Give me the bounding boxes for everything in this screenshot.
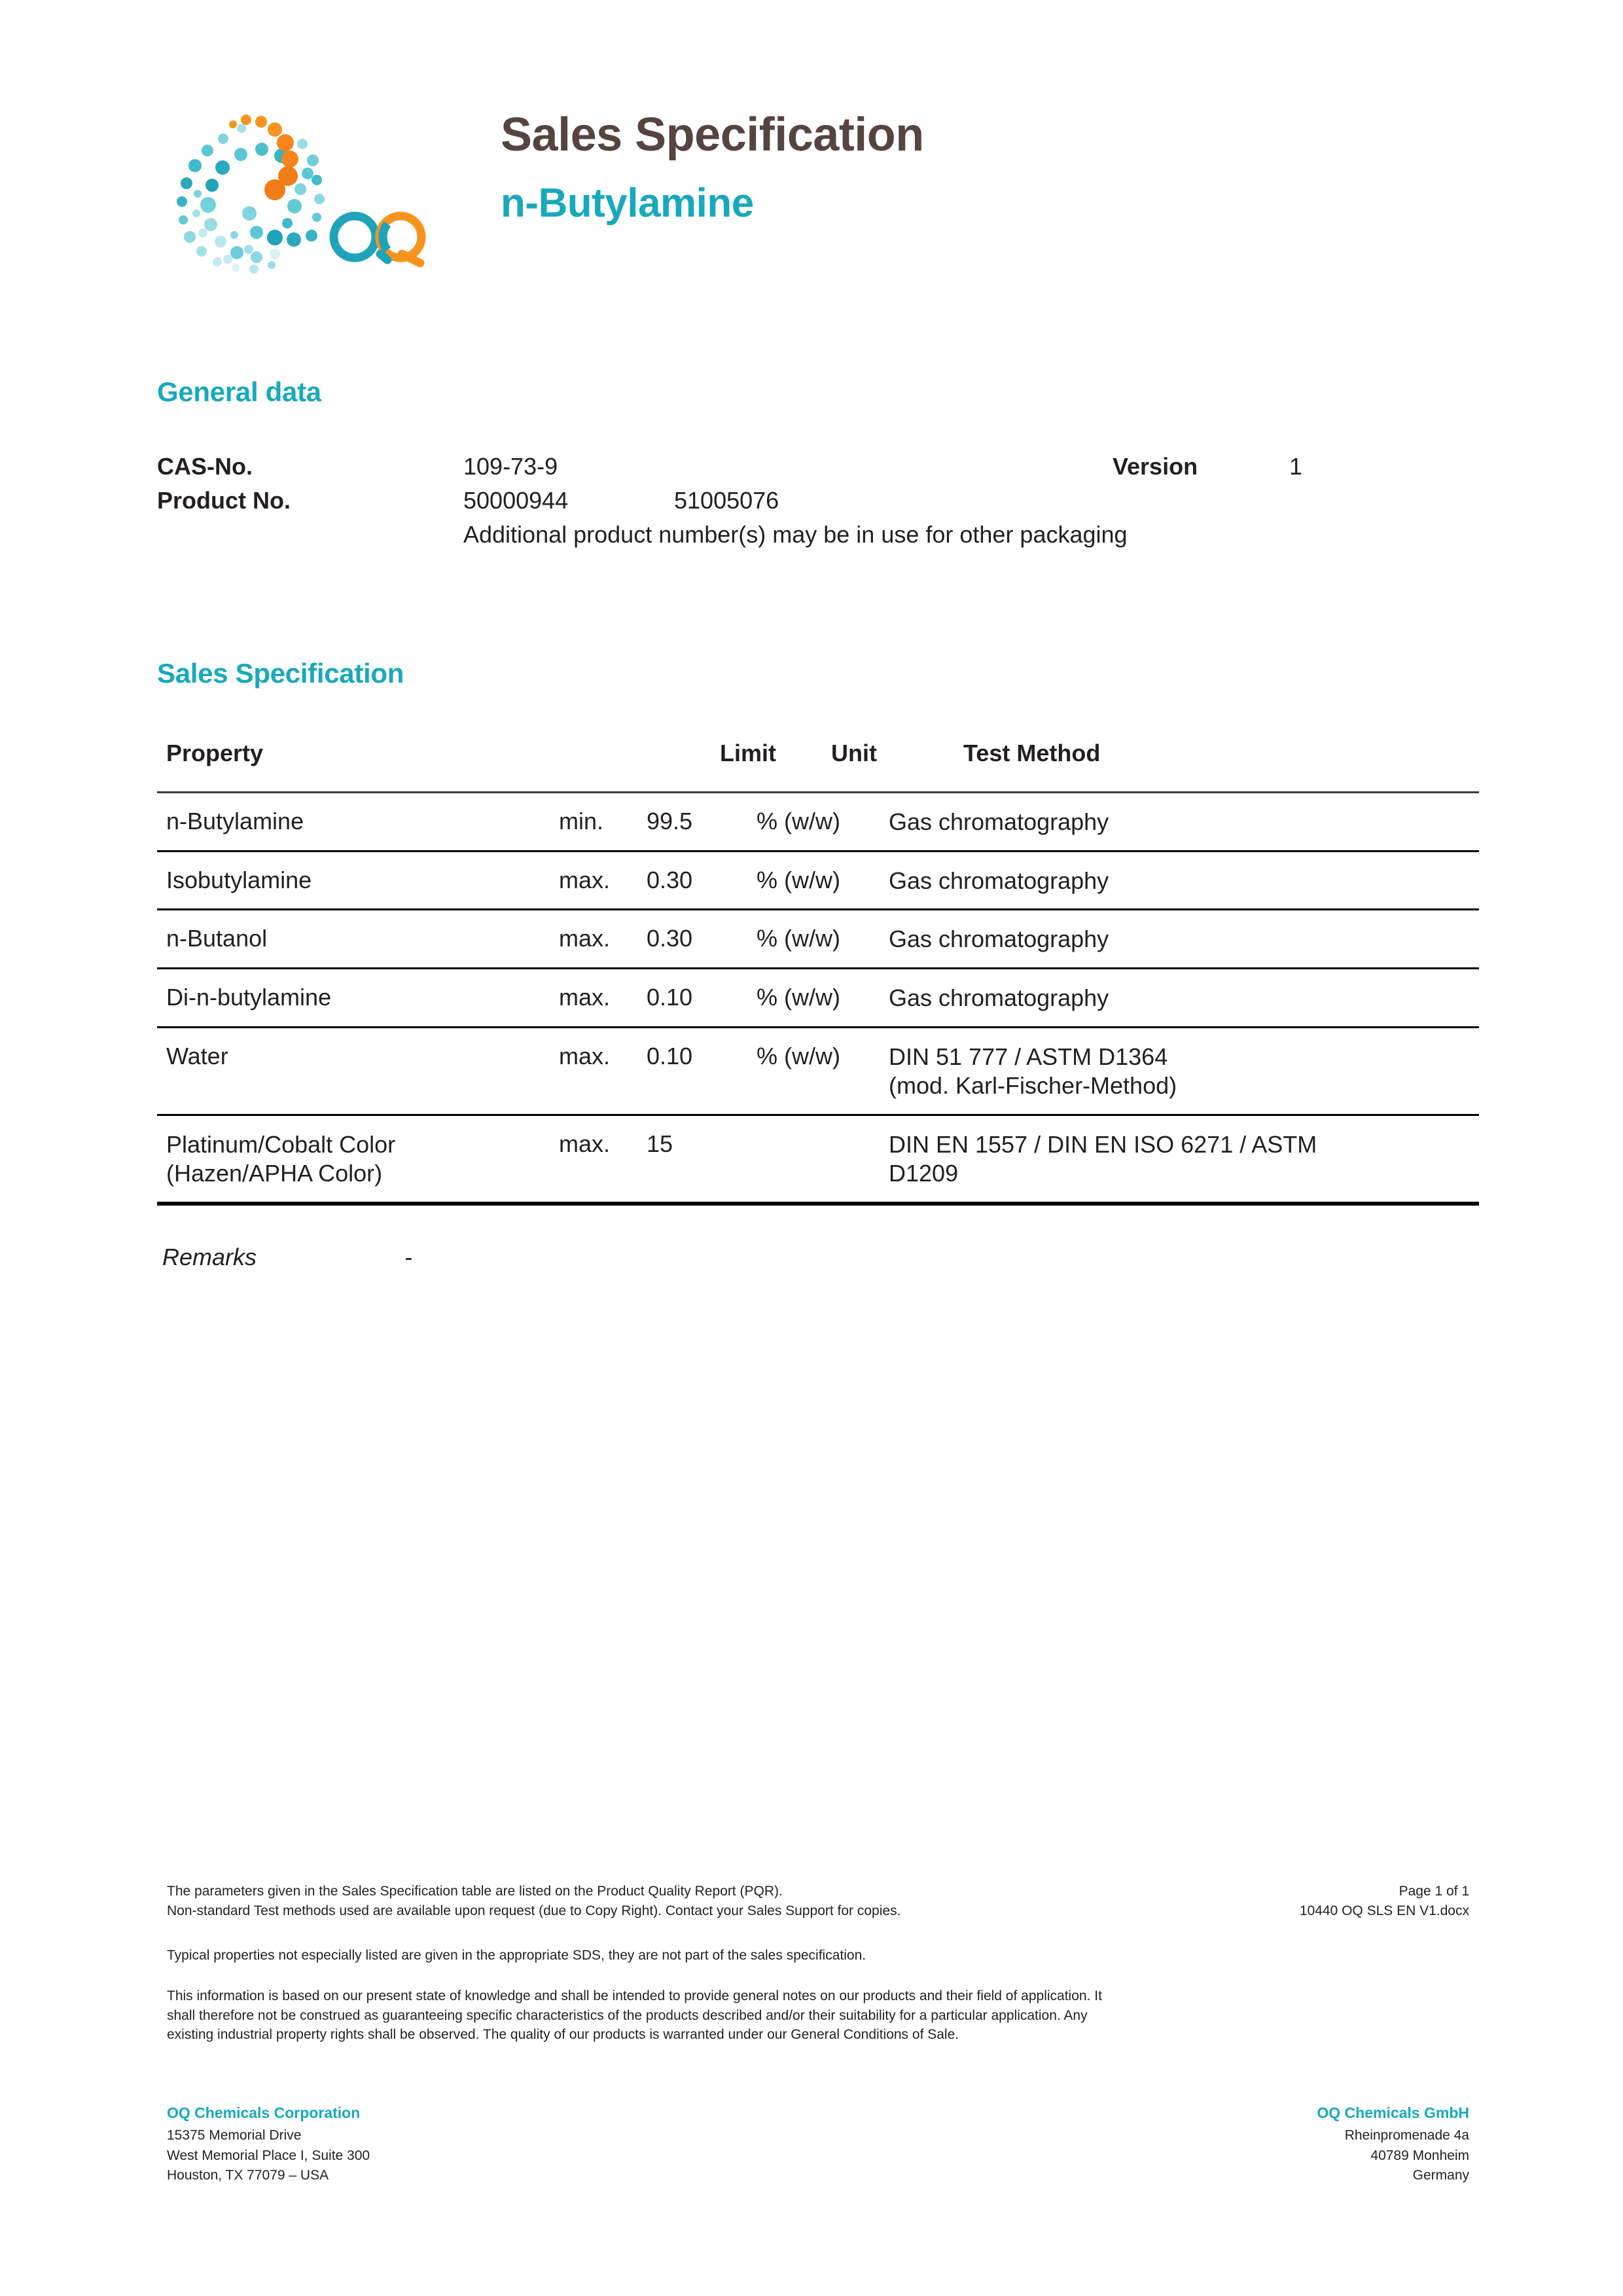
column-header-test-method: Test Method — [963, 740, 1101, 766]
footer-note-line-1: The parameters given in the Sales Specification table are listed on the Product Quality Report (PQR). — [167, 1884, 783, 1899]
cell-limit: 0.30 — [647, 925, 693, 952]
document-header — [157, 98, 1466, 295]
cell-property: n-Butylamine — [166, 808, 304, 834]
document-filename: 10440 OQ SLS EN V1.docx — [1299, 1903, 1469, 1918]
version-value: 1 — [1289, 453, 1303, 480]
remarks-value: - — [404, 1244, 412, 1270]
address-us-line-3: Houston, TX 77079 – USA — [167, 2168, 329, 2183]
address-de-line-3: Germany — [1412, 2168, 1469, 2183]
sales-specification-table — [157, 740, 1479, 1206]
cell-property: Isobutylamine — [166, 866, 312, 893]
oq-logo — [157, 98, 432, 281]
product-no-2: 51005076 — [674, 487, 779, 514]
footer-notes — [167, 1882, 1149, 1921]
remarks-label: Remarks — [162, 1244, 257, 1270]
cell-test-method: DIN EN 1557 / DIN EN ISO 6271 / ASTM D1209 — [889, 1130, 1317, 1187]
title-block — [501, 111, 924, 224]
cell-qualifier: max. — [559, 1130, 611, 1157]
cell-test-method: Gas chromatography — [889, 925, 1109, 953]
cell-limit: 15 — [647, 1130, 673, 1157]
cell-test-method: Gas chromatography — [889, 984, 1109, 1011]
product-no-row — [157, 489, 1466, 523]
column-header-property: Property — [166, 740, 264, 766]
sales-specification-heading: Sales Specification — [157, 658, 404, 689]
general-data-block — [157, 453, 1466, 548]
table-header-row — [157, 740, 1479, 793]
cell-qualifier: min. — [559, 808, 604, 834]
cell-test-method: Gas chromatography — [889, 808, 1109, 835]
address-de-line-2: 40789 Monheim — [1370, 2147, 1469, 2163]
remarks-block — [162, 1244, 412, 1271]
typical-properties-note: Typical properties not especially listed are given in the appropriate SDS, they are not part of the sales specification. — [167, 1948, 866, 1963]
cell-unit: % (w/w) — [757, 866, 840, 893]
cell-limit: 0.10 — [647, 1042, 693, 1069]
table-row — [157, 910, 1479, 969]
address-us-company: OQ Chemicals Corporation — [167, 2104, 361, 2121]
product-no-1: 50000944 — [463, 487, 569, 514]
address-de-company: OQ Chemicals GmbH — [1317, 2104, 1469, 2121]
cas-row — [157, 455, 1466, 489]
document-footer — [167, 1882, 1469, 2045]
cell-unit: % (w/w) — [757, 983, 840, 1011]
cell-qualifier: max. — [559, 983, 611, 1011]
cell-test-method: Gas chromatography — [889, 867, 1109, 894]
table-row — [157, 1116, 1479, 1206]
footer-note-line-2: Non-standard Test methods used are available upon request (due to Copy Right). Contact your Sales Support for copies. — [167, 1903, 901, 1918]
cas-label: CAS-No. — [157, 453, 253, 480]
footer-page-info — [1300, 1882, 1469, 1921]
cell-qualifier: max. — [559, 866, 611, 893]
cell-test-method: DIN 51 777 / ASTM D1364 (mod. Karl-Fischer-Method) — [889, 1043, 1177, 1100]
table-row — [157, 852, 1479, 911]
cell-unit: % (w/w) — [757, 1042, 840, 1069]
page-number: Page 1 of 1 — [1399, 1884, 1469, 1899]
table-row — [157, 1028, 1479, 1116]
cell-property: Platinum/Cobalt Color (Hazen/APHA Color) — [166, 1130, 396, 1187]
product-no-label: Product No. — [157, 487, 291, 514]
address-us-line-1: 15375 Memorial Drive — [167, 2128, 302, 2144]
table-row — [157, 793, 1479, 852]
column-header-limit: Limit — [720, 740, 776, 766]
cell-qualifier: max. — [559, 1042, 611, 1069]
legal-disclaimer: This information is based on our present state of knowledge and shall be intended to provide general notes on our products and their field of application. It shall therefore not be construed as guaranteeing specific characteristics of the products described and/or their suitability for a particular application. Any existing industrial property rights shall be observed. The quality of our products is warranted under our General Conditions of Sale. — [167, 1988, 1102, 2043]
cell-limit: 0.10 — [647, 983, 693, 1011]
address-us-line-2: West Memorial Place I, Suite 300 — [167, 2147, 370, 2163]
product-name: n-Butylamine — [501, 181, 754, 226]
table-row — [157, 969, 1479, 1028]
cell-property: n-Butanol — [166, 925, 268, 952]
column-header-unit: Unit — [831, 740, 877, 766]
general-data-heading: General data — [157, 376, 321, 407]
version-label: Version — [1113, 453, 1198, 480]
cell-unit: % (w/w) — [757, 925, 840, 952]
cell-limit: 0.30 — [647, 866, 693, 893]
cas-value: 109-73-9 — [463, 453, 558, 480]
cell-qualifier: max. — [559, 925, 611, 952]
product-no-note: Additional product number(s) may be in use for other packaging — [463, 521, 1128, 548]
cell-property: Water — [166, 1042, 228, 1069]
cell-unit: % (w/w) — [757, 808, 840, 834]
cell-limit: 99.5 — [647, 808, 693, 834]
address-de-line-1: Rheinpromenade 4a — [1344, 2128, 1469, 2144]
page-title: Sales Specification — [501, 109, 924, 161]
address-us — [167, 2102, 370, 2186]
footer-top-section — [167, 1882, 1469, 1926]
cell-property: Di-n-butylamine — [166, 983, 332, 1011]
address-de — [1317, 2102, 1469, 2186]
